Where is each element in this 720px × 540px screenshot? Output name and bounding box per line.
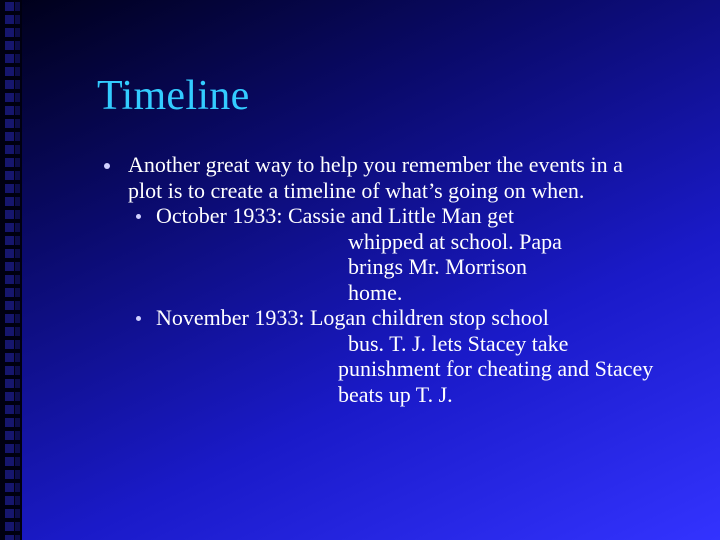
strip-square bbox=[5, 106, 14, 115]
strip-square-small bbox=[15, 288, 20, 297]
strip-square bbox=[5, 379, 14, 388]
strip-square bbox=[5, 301, 14, 310]
strip-square-small bbox=[15, 418, 20, 427]
strip-square bbox=[5, 444, 14, 453]
strip-square-small bbox=[15, 522, 20, 531]
strip-square bbox=[5, 509, 14, 518]
strip-square-small bbox=[15, 80, 20, 89]
strip-square bbox=[5, 470, 14, 479]
strip-square bbox=[5, 93, 14, 102]
strip-square-small bbox=[15, 197, 20, 206]
strip-square-small bbox=[15, 366, 20, 375]
strip-square bbox=[5, 223, 14, 232]
strip-square-small bbox=[15, 470, 20, 479]
strip-square bbox=[5, 262, 14, 271]
strip-square bbox=[5, 249, 14, 258]
sub-bullet-dot-icon bbox=[136, 214, 141, 219]
strip-square-small bbox=[15, 119, 20, 128]
strip-square-small bbox=[15, 314, 20, 323]
strip-square-small bbox=[15, 340, 20, 349]
strip-square-small bbox=[15, 2, 20, 11]
strip-square-small bbox=[15, 496, 20, 505]
strip-square bbox=[5, 392, 14, 401]
strip-square bbox=[5, 28, 14, 37]
strip-square bbox=[5, 496, 14, 505]
bullet-1 bbox=[100, 152, 700, 203]
strip-square-small bbox=[15, 145, 20, 154]
strip-square bbox=[5, 483, 14, 492]
bullet-1-line-2: plot is to create a timeline of what’s going on when. bbox=[128, 177, 585, 203]
bullet-dot-icon bbox=[104, 163, 110, 169]
strip-square bbox=[5, 119, 14, 128]
sub-bullet-dot-icon bbox=[136, 316, 141, 321]
strip-square bbox=[5, 41, 14, 50]
strip-square-small bbox=[15, 67, 20, 76]
strip-square bbox=[5, 327, 14, 336]
strip-square-small bbox=[15, 431, 20, 440]
strip-square bbox=[5, 2, 14, 11]
strip-square bbox=[5, 210, 14, 219]
strip-square-small bbox=[15, 262, 20, 271]
strip-square-small bbox=[15, 106, 20, 115]
strip-square bbox=[5, 236, 14, 245]
sub-bullet-1-line-4: home. bbox=[348, 279, 403, 305]
strip-square bbox=[5, 340, 14, 349]
strip-square-small bbox=[15, 210, 20, 219]
strip-square-small bbox=[15, 93, 20, 102]
strip-square bbox=[5, 353, 14, 362]
strip-square bbox=[5, 405, 14, 414]
strip-square bbox=[5, 197, 14, 206]
strip-square-small bbox=[15, 171, 20, 180]
strip-square-small bbox=[15, 301, 20, 310]
strip-square-small bbox=[15, 535, 20, 540]
sub-bullet-2-line-2: bus. T. J. lets Stacey take bbox=[348, 330, 569, 356]
strip-square bbox=[5, 431, 14, 440]
strip-square-small bbox=[15, 15, 20, 24]
strip-square bbox=[5, 184, 14, 193]
sub-bullet-november bbox=[100, 305, 700, 407]
strip-square-small bbox=[15, 223, 20, 232]
strip-square-small bbox=[15, 275, 20, 284]
sub-bullet-october bbox=[100, 203, 700, 305]
strip-square-small bbox=[15, 483, 20, 492]
decorative-side-strip bbox=[0, 0, 22, 540]
strip-square bbox=[5, 67, 14, 76]
strip-square bbox=[5, 366, 14, 375]
strip-square-small bbox=[15, 28, 20, 37]
strip-square-small bbox=[15, 379, 20, 388]
sub-bullet-2-line-4: beats up T. J. bbox=[338, 381, 453, 407]
sub-bullet-1-line-3: brings Mr. Morrison bbox=[348, 254, 528, 279]
strip-square bbox=[5, 288, 14, 297]
sub-bullet-1-line-2: whipped at school. Papa bbox=[348, 228, 562, 254]
sub-bullet-2-line-3: punishment for cheating and Stacey bbox=[338, 356, 654, 381]
strip-square bbox=[5, 132, 14, 141]
strip-square-small bbox=[15, 457, 20, 466]
strip-square-small bbox=[15, 158, 20, 167]
strip-square bbox=[5, 535, 14, 540]
strip-square bbox=[5, 54, 14, 63]
strip-square-small bbox=[15, 405, 20, 414]
strip-square bbox=[5, 275, 14, 284]
strip-square-small bbox=[15, 184, 20, 193]
strip-square bbox=[5, 171, 14, 180]
strip-square-small bbox=[15, 392, 20, 401]
strip-square bbox=[5, 418, 14, 427]
strip-square-small bbox=[15, 54, 20, 63]
strip-square bbox=[5, 314, 14, 323]
strip-square-small bbox=[15, 236, 20, 245]
strip-square-small bbox=[15, 327, 20, 336]
strip-square-small bbox=[15, 41, 20, 50]
strip-square-small bbox=[15, 509, 20, 518]
strip-square-small bbox=[15, 444, 20, 453]
sub-bullet-1-line-1: October 1933: Cassie and Little Man get bbox=[156, 203, 515, 228]
strip-square bbox=[5, 457, 14, 466]
bullet-1-line-1: Another great way to help you remember the events in a bbox=[128, 152, 623, 177]
strip-square-small bbox=[15, 353, 20, 362]
sub-bullet-2-line-1: November 1933: Logan children stop school bbox=[156, 305, 549, 330]
strip-square bbox=[5, 145, 14, 154]
strip-square bbox=[5, 15, 14, 24]
strip-square bbox=[5, 80, 14, 89]
strip-square-small bbox=[15, 132, 20, 141]
strip-square-small bbox=[15, 249, 20, 258]
strip-square bbox=[5, 158, 14, 167]
slide-body bbox=[100, 152, 700, 407]
slide-title: Timeline bbox=[97, 73, 250, 119]
strip-square bbox=[5, 522, 14, 531]
